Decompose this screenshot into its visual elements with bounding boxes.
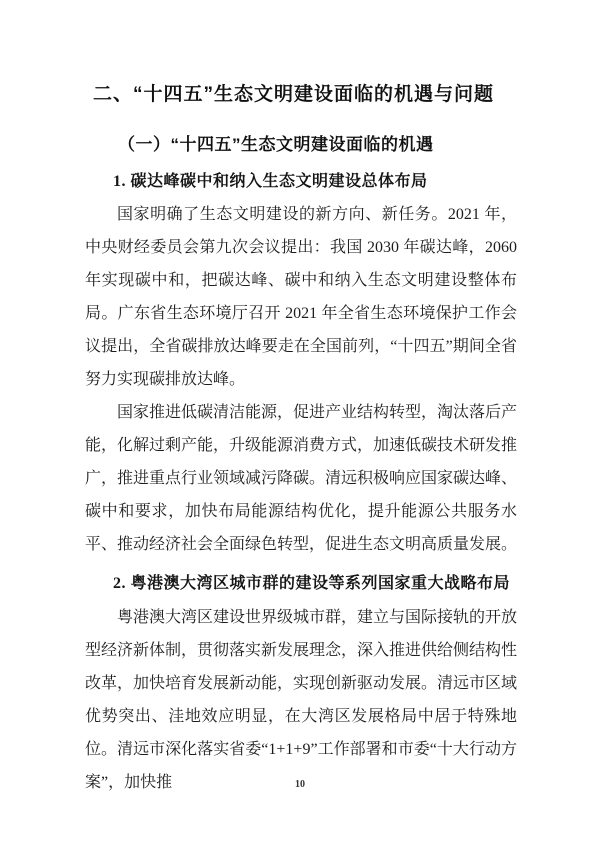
chapter-heading: 二、“十四五”生态文明建设面临的机遇与问题	[93, 84, 495, 105]
paragraph-low-carbon-energy: 国家推进低碳清洁能源，促进产业结构转型，淘汰落后产能，化解过剩产能，升级能源消费方式，加速低碳技术研发推广，推进重点行业领域减污降碳。清远积极响应国家碳达峰、碳中和要求，加快布局能源结构优化，提升能源公共服务水平、推动经济社会全面绿色转型，促进生态文明高质量发展。	[85, 404, 518, 553]
paragraph-carbon-policy: 国家明确了生态文明建设的新方向、新任务。2021 年，中央财经委员会第九次会议提出：我国 2030 年碳达峰，2060 年实现碳中和，把碳达峰、碳中和纳入生态文明建设整体布局。广东省生态环境厅召开 2021 年全省生态环境保护工作会议提出，全省碳排放达峰要走在全国前列，“十四五”期间全省努力实现碳排放达峰。	[85, 206, 517, 388]
section-heading: （一）“十四五”生态文明建设面临的机遇	[118, 135, 434, 154]
paragraph-greater-bay-area: 粤港澳大湾区建设世界级城市群，建立与国际接轨的开放型经济新体制，贯彻落实新发展理念，深入推进供给侧结构性改革，加快培育发展新动能，实现创新驱动发展。清远市区域优势突出、洼地效应明显，在大湾区发展格局中居于特殊地位。清远市深化落实省委“1+1+9”工作部署和市委“十大行动方案”，加快推	[85, 609, 518, 791]
page-number: 10	[295, 779, 305, 790]
subsection-1-heading: 1. 碳达峰碳中和纳入生态文明建设总体布局	[113, 173, 428, 190]
subsection-2-heading: 2. 粤港澳大湾区城市群的建设等系列国家重大战略布局	[113, 575, 511, 592]
